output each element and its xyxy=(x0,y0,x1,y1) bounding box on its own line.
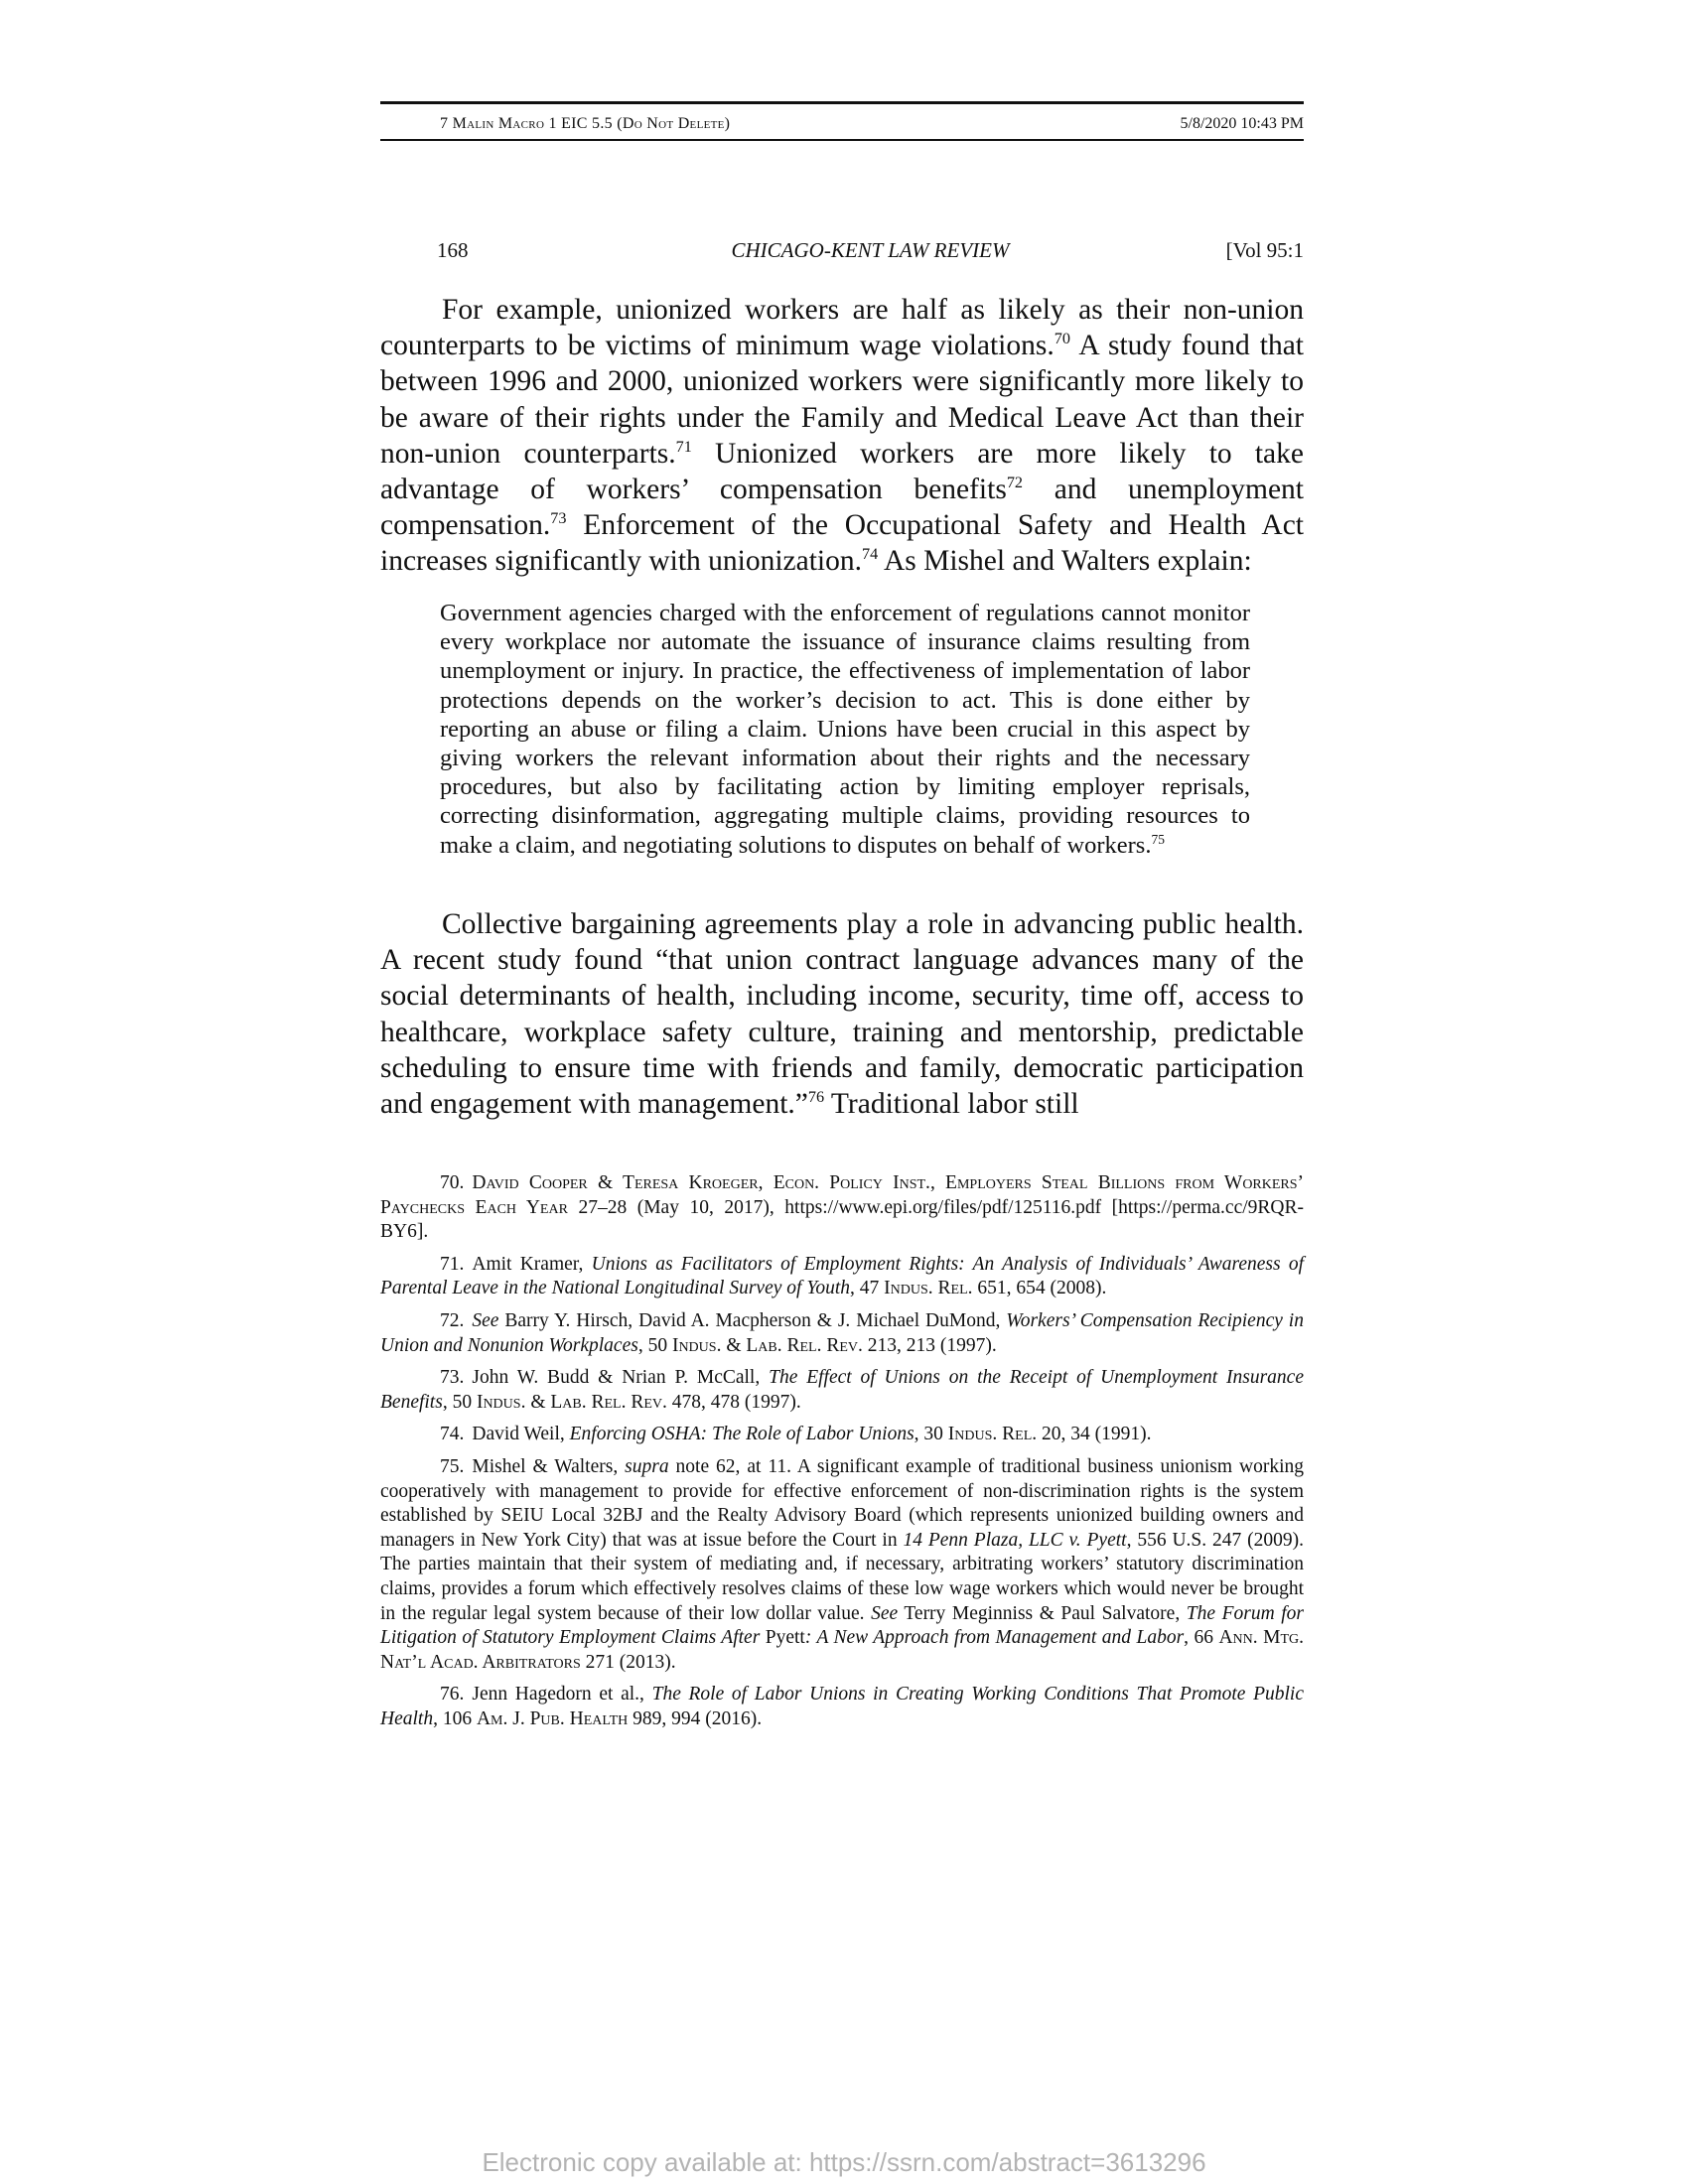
footnote-title: The Role of Labor Unions in Creating Working Conditions That Promote Public Health xyxy=(380,1684,1304,1729)
footnote-ref-72[interactable]: 72 xyxy=(1006,474,1024,492)
body-paragraph-2 xyxy=(380,906,1304,1122)
footnote-title: : A New Approach from Management and Labor xyxy=(804,1627,1185,1649)
footnote-signal: See xyxy=(871,1602,899,1624)
running-head xyxy=(437,238,1304,268)
footnote-number: 71. xyxy=(440,1253,465,1275)
footnote-title: The Forum for Litigation of Statutory Employment Claims After xyxy=(380,1602,1304,1649)
footnote-number: 70. xyxy=(440,1172,465,1193)
footnote-journal: Ann. Mtg. Nat’l Acad. Arbitrators xyxy=(380,1627,1304,1673)
draft-header xyxy=(380,101,1304,141)
quote-text xyxy=(440,599,1250,860)
sentence: As Mishel and Walters explain: xyxy=(878,545,1252,578)
footnote-journal: Indus. & Lab. Rel. Rev. xyxy=(476,1391,667,1413)
footnote-citation: 27–28 (May 10, 2017), https://www.epi.org/files/pdf/125116.pdf [https://perma.cc/9RQR-BY6]. xyxy=(380,1196,1304,1243)
footnote-number: 74. xyxy=(440,1424,465,1445)
footnote-org: Econ. Policy Inst. xyxy=(773,1172,930,1193)
sentence: Enforcement of the Occupational Safety and Health Act increases significantly with unionization. xyxy=(380,509,1304,578)
quote-body: Government agencies charged with the enforcement of regulations cannot monitor every workplace nor automate the issuance of insurance claims resulting from unemployment or injury. In practice, the effectiveness of implementation of labor protections depends on the worker’s decision to act. This is done either by reporting an abuse or filing a claim. Unions have been crucial in this aspect by giving workers the relevant information about their rights and the necessary procedures, but also by facilitating action by limiting employer reprisals, correcting disinformation, aggregating multiple claims, providing resources to make a claim, and negotiating solutions to disputes on behalf of workers. xyxy=(440,600,1250,859)
footnote-citation: 989, 994 (2016). xyxy=(628,1707,763,1729)
sentence: and unemployment compensation. xyxy=(380,474,1304,542)
footnote-citation: 651, 654 (2008). xyxy=(972,1278,1107,1299)
sentence: Collective bargaining agreements play a role in advancing public health. A recent study found “that union contract language advances many of the social determinants of health, including income, security, time off, access to healthcare, workplace safety culture, training and mentorship, predictable scheduling to ensure time with friends and family, democratic participation and engagement with management.” xyxy=(380,908,1304,1121)
footnote-volume: , 50 xyxy=(637,1334,672,1356)
footnote-ref-75[interactable]: 75 xyxy=(1151,831,1165,847)
footnote-authors: Amit Kramer, xyxy=(472,1253,592,1275)
footnote-journal: Indus. Rel. xyxy=(947,1424,1038,1445)
draft-header-file-label: 7 Malin Macro 1 EIC 5.5 (Do Not Delete) xyxy=(440,115,731,132)
sentence: A study found that between 1996 and 2000, unionized workers were significantly more likely to be aware of their rights under the Family and Medical Leave Act than their non-union counterparts. xyxy=(380,330,1304,470)
footnote-journal: Indus. & Lab. Rel. Rev. xyxy=(671,1334,863,1356)
footnote-ref-70[interactable]: 70 xyxy=(1054,330,1070,348)
footnote-volume: , 106 xyxy=(433,1707,477,1729)
footnote-title: The Effect of Unions on the Receipt of Unemployment Insurance Benefits xyxy=(380,1367,1304,1413)
footnote-number: 73. xyxy=(440,1367,465,1389)
footnote-volume: , 66 xyxy=(1184,1627,1219,1649)
footnote-number: 76. xyxy=(440,1684,465,1706)
footnotes xyxy=(380,1171,1304,1739)
sentence: Unionized workers are more likely to take advantage of workers’ compensation benefits xyxy=(380,437,1304,506)
footnote-74 xyxy=(380,1423,1304,1447)
footnote-case-name: Pyett xyxy=(760,1627,805,1649)
paragraph xyxy=(380,292,1304,580)
footnote-authors: Barry Y. Hirsch, David A. Macpherson & J. Michael DuMond, xyxy=(498,1309,1007,1331)
footnote-title: Employers Steal Billions from Workers’ Paychecks Each Year xyxy=(380,1172,1305,1218)
sentence: For example, unionized workers are half as likely as their non-union counterparts to be victims of minimum wage violations. xyxy=(380,294,1304,362)
block-quote xyxy=(440,599,1250,860)
footnote-72 xyxy=(380,1309,1304,1358)
body-paragraph-1 xyxy=(380,292,1304,580)
volume-label: [Vol 95:1 xyxy=(1225,238,1304,262)
footnote-ref-71[interactable]: 71 xyxy=(675,437,692,456)
footnote-authors: Jenn Hagedorn et al., xyxy=(472,1684,652,1706)
separator: , xyxy=(758,1172,774,1193)
footnote-title: Unions as Facilitators of Employment Rights: An Analysis of Individuals’ Awareness of Parental Leave in the National Longitudinal Survey of Youth xyxy=(380,1253,1304,1299)
footnote-journal: Indus. Rel. xyxy=(884,1278,973,1299)
footnote-71 xyxy=(380,1253,1304,1301)
footnote-volume: , 47 xyxy=(850,1278,885,1299)
footnote-authors: David Weil, xyxy=(472,1424,570,1445)
footnote-ref-76[interactable]: 76 xyxy=(807,1088,825,1107)
footnote-citation: 213, 213 (1997). xyxy=(862,1334,997,1356)
footnote-citation: 20, 34 (1991). xyxy=(1037,1424,1152,1445)
footnote-authors: Terry Meginniss & Paul Salvatore, xyxy=(898,1602,1187,1624)
sentence: Traditional labor still xyxy=(824,1088,1079,1121)
footnote-signal: supra xyxy=(625,1455,669,1477)
footnote-authors: David Cooper & Teresa Kroeger xyxy=(472,1172,759,1193)
separator: , xyxy=(929,1172,946,1193)
footnote-case-name: 14 Penn Plaza, LLC v. Pyett xyxy=(903,1529,1127,1551)
footnote-75 xyxy=(380,1455,1304,1675)
footnote-title: Enforcing OSHA: The Role of Labor Unions xyxy=(569,1424,914,1445)
footnote-title: Workers’ Compensation Recipiency in Union and Nonunion Workplaces xyxy=(380,1309,1304,1356)
footnote-70 xyxy=(380,1171,1304,1245)
footnote-authors: John W. Budd & Nrian P. McCall, xyxy=(472,1367,770,1389)
ssrn-footer[interactable]: Electronic copy available at: https://ssrn.com/abstract=3613296 xyxy=(482,2147,1206,2177)
footnote-76 xyxy=(380,1683,1304,1731)
footnote-citation: 271 (2013). xyxy=(580,1651,676,1673)
page-number: 168 xyxy=(437,238,469,262)
footnote-73 xyxy=(380,1366,1304,1415)
footnote-volume: , 50 xyxy=(442,1391,477,1413)
footnote-text: note 62, at 11. A significant example of traditional business unionism working cooperatively with management to provide for effective enforcement of non-discrimination rights is the system established by SEIU Local 32BJ and the Realty Advisory Board (which represents unionized building owners and managers in New York City) that was at issue before the Court in xyxy=(380,1455,1304,1551)
footnote-volume: , 30 xyxy=(914,1424,948,1445)
paragraph xyxy=(380,906,1304,1122)
footnote-number: 75. xyxy=(440,1455,465,1477)
footnote-number: 72. xyxy=(440,1309,465,1331)
footnote-ref-73[interactable]: 73 xyxy=(550,509,567,528)
journal-title: CHICAGO-KENT LAW REVIEW xyxy=(731,238,1010,262)
footnote-text: , 556 U.S. 247 (2009). The parties maintain that their system of mediating and, if necessary, arbitrating workers’ statutory discrimination claims, provides a forum which effectively resolves claims of these low wage workers which would never be brought in the regular legal system because of their low dollar value. xyxy=(380,1529,1304,1624)
footnote-signal: See xyxy=(472,1309,499,1331)
footnote-ref-74[interactable]: 74 xyxy=(862,545,879,564)
draft-header-timestamp: 5/8/2020 10:43 PM xyxy=(1180,115,1304,132)
footnote-journal: Am. J. Pub. Health xyxy=(476,1707,629,1729)
footnote-authors: Mishel & Walters, xyxy=(472,1455,626,1477)
footnote-citation: 478, 478 (1997). xyxy=(666,1391,801,1413)
